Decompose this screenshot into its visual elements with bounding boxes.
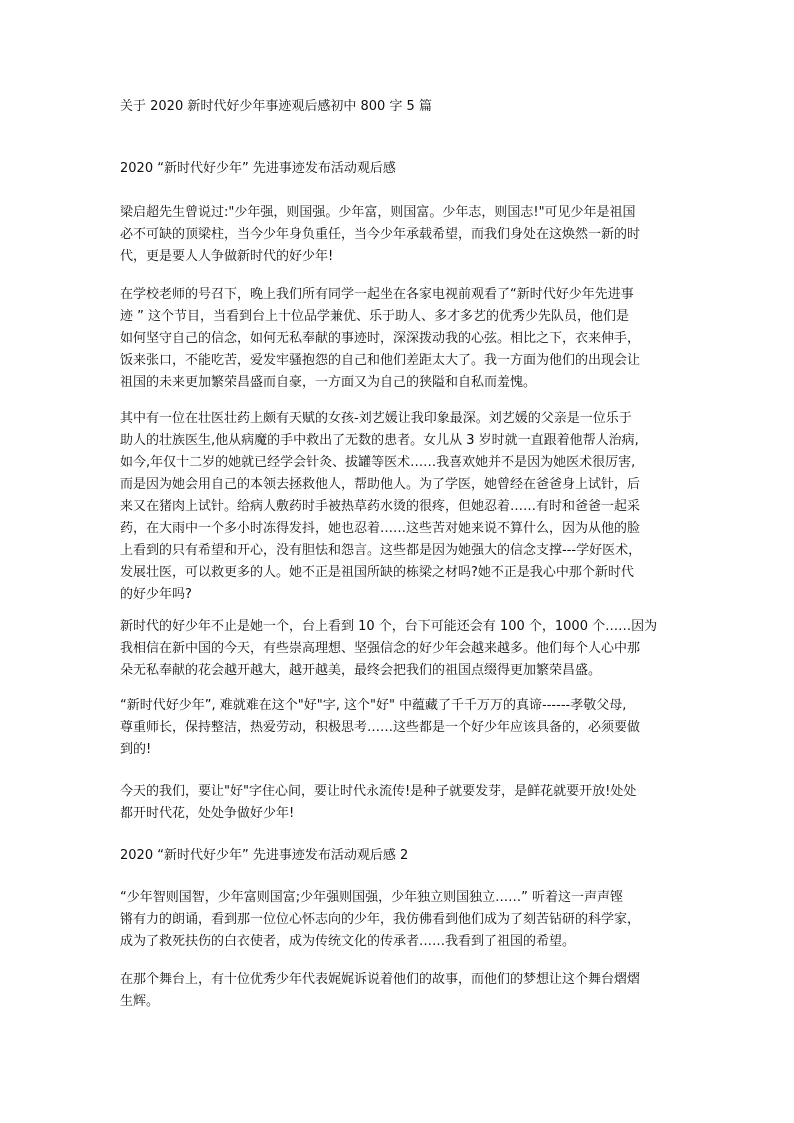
paragraph-line: 迹 ” 这个节目，当看到台上十位品学兼优、乐于助人、多才多艺的优秀少先队员，他们是 [120, 309, 630, 324]
paragraph-line: 在那个舞台上，有十位优秀少年代表娓娓诉说着他们的故事，而他们的梦想让这个舞台熠熠 [120, 972, 641, 987]
paragraph-line: 而是因为她会用自己的本领去拯救他人，帮助他人。为了学医，她曾经在爸爸身上试针，后 [120, 477, 641, 492]
paragraph-2 [120, 284, 676, 394]
paragraph-line: “少年智则国智，少年富则国富;少年强则国强，少年独立则国独立……” 听着这一声声铿 [120, 890, 623, 905]
paragraph-line: 其中有一位在壮医壮药上颇有天赋的女孩-刘艺媛让我印象最深。刘艺媛的父亲是一位乐于 [120, 411, 632, 426]
paragraph-7 [120, 887, 676, 953]
paragraph-line: 的好少年吗? [120, 587, 192, 602]
paragraph-line: “新时代好少年”, 难就难在这个"好"字, 这个"好" 中蕴藏了千千万万的真谛------孝敬父母, [120, 698, 627, 713]
paragraph-3 [120, 408, 676, 606]
paragraph-line: 来又在猪肉上试针。给病人敷药时手被热草药水烫的很疼，但她忍着……有时和爸爸一起采 [120, 499, 641, 514]
paragraph-line: 锵有力的朗诵，看到那一位位心怀志向的少年，我仿佛看到他们成为了刻苦钻研的科学家， [120, 912, 641, 927]
paragraph-8 [120, 969, 676, 1013]
paragraph-line: 都开时代花，处处争做好少年! [120, 806, 295, 821]
paragraph-line: 尊重师长，保持整洁，热爱劳动，积极思考……这些都是一个好少年应该具备的，必须要做 [120, 720, 641, 735]
section-heading-2: 2020 “新时代好少年” 先进事迹发布活动观后感 2 [120, 848, 409, 863]
paragraph-line: 朵无私奉献的花会越开越大，越开越美，最终会把我们的祖国点缀得更加繁荣昌盛。 [120, 663, 602, 678]
paragraph-line: 梁启超先生曾说过:"少年强，则国强。少年富，则国富。少年志，则国志!"可见少年是祖国 [120, 205, 636, 220]
paragraph-line: 在学校老师的号召下，晚上我们所有同学一起坐在各家电视前观看了“新时代好少年先进事 [120, 287, 634, 302]
paragraph-line: 我相信在新中国的今天，有些崇高理想、坚强信念的好少年会越来越多。他们每个人心中那 [120, 641, 641, 656]
paragraph-line: 助人的壮族医生,他从病魔的手中救出了无数的患者。女儿从 3 岁时就一直跟着他帮人治病, [120, 433, 639, 448]
paragraph-1 [120, 202, 676, 268]
paragraph-line: 如今,年仅十二岁的她就已经学会针灸、拔罐等医术……我喜欢她并不是因为她医术很厉害, [120, 455, 636, 470]
paragraph-line: 今天的我们，要让"好"字住心间，要让时代永流传!是种子就要发芽，是鲜花就要开放!处处 [120, 784, 637, 799]
paragraph-line: 代，更是要人人争做新时代的好少年! [120, 249, 334, 264]
paragraph-6 [120, 781, 676, 825]
paragraph-line: 如何坚守自己的信念，如何无私奉献的事迹时，深深拨动我的心弦。相比之下，衣来伸手， [120, 331, 641, 346]
paragraph-line: 饭来张口，不能吃苦，爱发牢骚抱怨的自己和他们差距太大了。我一方面为他们的出现会让 [120, 353, 641, 368]
paragraph-5 [120, 695, 676, 761]
paragraph-line: 发展壮医，可以救更多的人。她不正是祖国所缺的栋梁之材吗?她不正是我心中那个新时代 [120, 565, 634, 580]
section-heading-1: 2020 “新时代好少年” 先进事迹发布活动观后感 [120, 161, 396, 176]
paragraph-line: 上看到的只有希望和开心，没有胆怯和怨言。这些都是因为她强大的信念支撑---学好医术， [120, 543, 642, 558]
paragraph-line: 到的! [120, 742, 152, 757]
document-title: 关于 2020 新时代好少年事迹观后感初中 800 字 5 篇 [120, 99, 432, 114]
paragraph-line: 成为了救死扶伤的白衣使者，成为传统文化的传承者……我看到了祖国的希望。 [120, 934, 576, 949]
paragraph-line: 药，在大雨中一个多小时冻得发抖，她也忍着……这些苦对她来说不算什么，因为从他的脸 [120, 521, 641, 536]
paragraph-line: 必不可缺的顶梁柱，当今少年身负重任，当今少年承载希望，而我们身处在这焕然一新的时 [120, 227, 641, 242]
paragraph-line: 祖国的未来更加繁荣昌盛而自豪，一方面又为自己的狭隘和自私而羞愧。 [120, 375, 537, 390]
paragraph-line: 新时代的好少年不止是她一个，台上看到 10 个，台下可能还会有 100 个，1000 个……因为 [120, 619, 658, 634]
paragraph-line: 生辉。 [120, 994, 160, 1009]
paragraph-4 [120, 616, 676, 682]
